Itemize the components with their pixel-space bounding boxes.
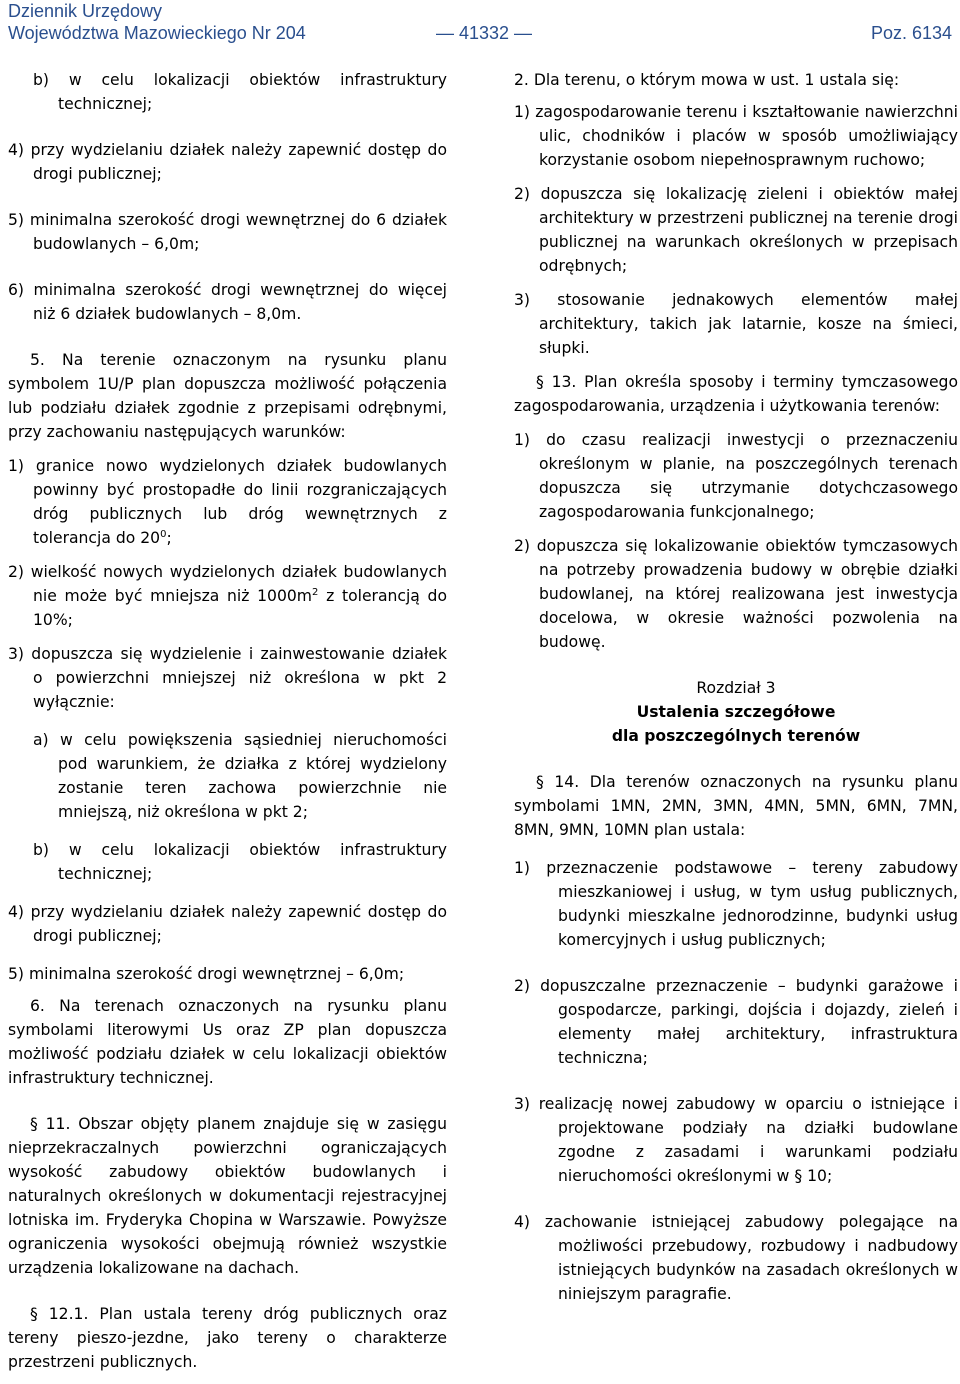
section-11: § 11. Obszar objęty planem znajduje się w zasięgu nieprzekraczalnych powierzchni ograniczających wysokość zabudowy obiektów budowlanych i naturalnych określonych w dokumentacji rejestracyjnej lotniska im. Fryderyka Chopina w Warszawie. Powyższe ograniczenia wysokości obejmują również wszystkie urządzenia lokalizowane na dachach. — [8, 1115, 447, 1277]
list-item: 2) wielkość nowych wydzielonych działek budowlanych nie może być mniejsza niż $1000m^2$ z tolerancją do 10%; — [8, 563, 447, 629]
list-item: 2) dopuszcza się lokalizowanie obiektów tymczasowych na potrzeby prowadzenia budowy w obrębie działki budowlanej, na której realizowana jest inwestycja docelowa, w okresie ważności pozwolenia na budowę. — [514, 537, 958, 651]
chapter-subtitle: dla poszczególnych terenów — [611, 727, 861, 745]
page-header — [0, 0, 960, 46]
list-item: 1) do czasu realizacji inwestycji o przeznaczeniu określonym w planie, na poszczególnych terenach dopuszcza się utrzymanie dotychczasowego zagospodarowania funkcjonalnego; — [514, 431, 958, 521]
right-column — [514, 68, 958, 1316]
section-14: § 14. Dla terenów oznaczonych na rysunku planu symbolami 1MN, 2MN, 3MN, 4MN, 5MN, 6MN, 7MN, 8MN, 9MN, 10MN plan ustala: — [514, 773, 958, 839]
section-13: § 13. Plan określa sposoby i terminy tymczasowego zagospodarowania, urządzenia i użytkowania terenów: — [514, 373, 958, 415]
page-number: — 41332 — — [436, 23, 533, 43]
list-item: 1) zagospodarowanie terenu i kształtowanie nawierzchni ulic, chodników i placów w sposób umożliwiający korzystanie osobom niepełnosprawnym ruchowo; — [514, 103, 958, 169]
list-item: 3) stosowanie jednakowych elementów małej architektury, takich jak latarnie, kosze na śmieci, słupki. — [514, 291, 958, 357]
list-item: 5) minimalna szerokość drogi wewnętrznej – 6,0m; — [8, 965, 405, 983]
section-12: § 12.1. Plan ustala tereny dróg publicznych oraz tereny pieszo-jezdne, jako tereny o charakterze przestrzeni publicznych. — [8, 1305, 447, 1371]
list-item: 3) realizację nowej zabudowy w oparciu o istniejące i projektowane podziały na działki budowlane zgodne z zasadami i warunkami podziału nieruchomości określonymi w § 10; — [514, 1095, 958, 1185]
position-number: Poz. 6134 — [870, 23, 952, 43]
list-item: 1) przeznaczenie podstawowe – tereny zabudowy mieszkaniowej i usług, w tym usług publicznych, budynki mieszkalne jednorodzinne, budynki usług komercyjnych i usług publicznych; — [514, 859, 958, 949]
list-item: 4) zachowanie istniejącej zabudowy polegające na możliwości przebudowy, rozbudowy i nadbudowy istniejących budynków na zasadach określonych w niniejszym paragrafie. — [514, 1213, 958, 1303]
chapter-title: Ustalenia szczegółowe — [636, 703, 836, 721]
list-item: 2) dopuszczalne przeznaczenie – budynki garażowe i gospodarcze, parkingi, dojścia i dojazdy, zieleń i elementy małej architektury, infrastruktura techniczna; — [514, 977, 958, 1067]
list-item: 4) przy wydzielaniu działek należy zapewnić dostęp do drogi publicznej; — [8, 141, 447, 183]
journal-subtitle: Województwa Mazowieckiego Nr 204 — [8, 23, 306, 43]
list-item: 5) minimalna szerokość drogi wewnętrznej do 6 działek budowlanych – 6,0m; — [8, 211, 447, 253]
list-item: b) w celu lokalizacji obiektów infrastruktury technicznej; — [33, 841, 447, 883]
list-item: b) w celu lokalizacji obiektów infrastruktury technicznej; — [33, 71, 447, 113]
section-12-point-2: 2. Dla terenu, o którym mowa w ust. 1 ustala się: — [514, 71, 900, 89]
list-item: 6) minimalna szerokość drogi wewnętrznej do więcej niż 6 działek budowlanych – 8,0m. — [8, 281, 447, 323]
list-item: 3) dopuszcza się wydzielenie i zainwestowanie działek o powierzchni mniejszej niż określona w pkt 2 wyłącznie: — [8, 645, 447, 711]
paragraph-5: 5. Na terenie oznaczonym na rysunku planu symbolem 1U/P plan dopuszcza możliwość połączenia lub podziału działek zgodnie z przepisami odrębnymi, przy zachowaniu następujących warunków: — [8, 351, 447, 441]
journal-title: Dziennik Urzędowy — [8, 1, 163, 21]
list-item: 2) dopuszcza się lokalizację zieleni i obiektów małej architektury w przestrzeni publicznej na terenie drogi publicznej na warunkach określonych w przepisach odrębnych; — [514, 185, 958, 275]
list-item: 1) granice nowo wydzielonych działek budowlanych powinny być prostopadłe do linii rozgraniczających dróg publicznych lub dróg wewnętrznych z tolerancja do $20^0$; — [8, 457, 447, 547]
paragraph-6: 6. Na terenach oznaczonych na rysunku planu symbolami literowymi Us oraz ZP plan dopuszcza możliwość podziału działek w celu lokalizacji obiektów infrastruktury technicznej. — [8, 997, 447, 1087]
left-column — [8, 68, 447, 1384]
chapter-heading — [514, 676, 958, 748]
list-item: a) w celu powiększenia sąsiedniej nieruchomości pod warunkiem, że działka z której wydzielony zostanie teren zachowa powierzchnie nie mniejszą, niż określona w pkt 2; — [33, 731, 447, 821]
chapter-number: Rozdział 3 — [696, 679, 776, 697]
list-item: 4) przy wydzielaniu działek należy zapewnić dostęp do drogi publicznej; — [8, 903, 447, 945]
